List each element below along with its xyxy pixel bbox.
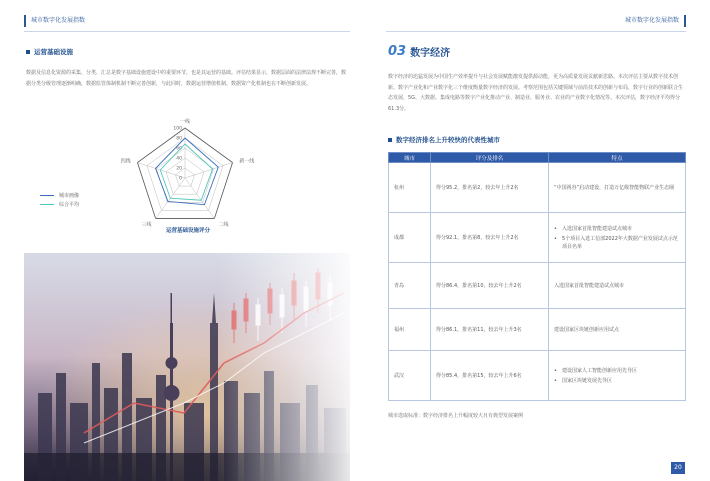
feature-item [554, 326, 680, 334]
table-row [389, 213, 686, 263]
legend-label: 城市画像 [59, 193, 80, 199]
table-note: 城市选取标准：数字经济排名上升幅度较大且有典型发展案例 [388, 413, 524, 419]
cell-city: 青岛 [389, 263, 431, 309]
radar-axis-label: 二线 [218, 222, 229, 229]
cell-features [549, 309, 686, 351]
right-sub-title-text: 数字经济排名上升较快的代表性城市 [396, 136, 500, 144]
radar-axis-label: 新一线 [239, 158, 255, 165]
radar-tick-label: 20 [176, 166, 182, 172]
legend-item-average [40, 200, 79, 209]
cell-features [549, 163, 686, 213]
city-table [388, 152, 686, 401]
legend-line-icon [40, 195, 54, 196]
radar-spoke [185, 163, 233, 178]
feature-text: 入选国家首批智能建造试点城市 [554, 282, 625, 289]
header-features: 特点 [549, 153, 686, 163]
radar-caption: 运营基础设施评分 [165, 228, 210, 234]
feature-item [554, 282, 680, 290]
radar-spoke [185, 178, 214, 218]
feature-text: 入选国家首批智能建造试点城市 [562, 225, 633, 232]
feature-item [554, 184, 680, 192]
cell-features [549, 263, 686, 309]
bullet-icon: • [554, 367, 557, 374]
section-title: 数字经济 [410, 48, 451, 59]
legend-item-city [40, 191, 79, 200]
radar-axis-label: 一线 [179, 119, 191, 125]
feature-text: “中国视谷”启动建设，打造万亿级智能物联产业生态圈 [554, 184, 675, 191]
bullet-icon: • [554, 377, 557, 384]
cell-features [549, 351, 686, 401]
header-divider-right [386, 31, 686, 32]
radar-axis-label: 三线 [141, 222, 152, 229]
header-city: 城市 [389, 153, 431, 163]
section-square-icon [388, 138, 392, 142]
header-score: 评分及排名 [431, 153, 549, 163]
radar-chart [100, 112, 270, 240]
radar-legend [40, 191, 79, 209]
cell-city: 武汉 [389, 351, 431, 401]
feature-text: 建设国家人工智能创新应用先导区 [562, 367, 638, 374]
right-section-heading [388, 44, 450, 59]
section-square-icon [26, 50, 30, 54]
feature-item [554, 367, 680, 375]
radar-grid [137, 128, 232, 218]
table-row [389, 351, 686, 401]
legend-label: 综合平均 [59, 202, 80, 208]
cell-score: 得分86.1，排名第11，较去年上升3名 [431, 309, 549, 351]
radar-tick-label: 80 [176, 136, 182, 142]
feature-text: 5个项目入选工信部2022年大数据产业发展试点示范项目名单 [562, 235, 678, 250]
cell-score: 得分92.1，排名第8，较去年上升2名 [431, 213, 549, 263]
header-left-title: 城市数字化发展指数 [24, 15, 85, 27]
right-paragraph: 数字经济的迅猛发展为中国生产效率提升与社会发展赋能激发提供源动能，更为高质量发展贡献新思路。本次评估主要从数字技术创新、数字产业化和产业数字化三个维度衡量数字经济的发展。考察范围包括关键领域与前沿技术的创新与布局，数字行业的创新联合生态发展，5G、大数据、集成电路等数字产业化推动产业、制造业、服务业、农业的产业数字化情况等。本次评估，数字经济平均得分61.3分。 [388, 74, 684, 112]
table-row [389, 163, 686, 213]
bullet-icon: • [554, 235, 557, 242]
left-section-title [26, 47, 73, 56]
feature-item [554, 235, 680, 251]
legend-line-icon [40, 204, 54, 205]
feature-text: 建设国家区块链创新应用试点 [554, 326, 620, 333]
radar-axis-label: 四线 [120, 158, 131, 165]
header-divider-left [24, 31, 350, 32]
cell-city: 成都 [389, 213, 431, 263]
page-number: 20 [671, 462, 685, 474]
radar-tick-label: 0 [179, 176, 182, 182]
city-skyline-image [24, 253, 350, 481]
radar-tick-label: 60 [176, 146, 182, 152]
header-right-title: 城市数字化发展指数 [625, 15, 686, 27]
right-sub-title [388, 135, 500, 144]
cell-city: 杭州 [389, 163, 431, 213]
cell-score: 得分95.2，排名第2，较去年上升2名 [431, 163, 549, 213]
radar-tick-label: 40 [176, 156, 182, 162]
feature-item [554, 377, 680, 385]
left-section-title-text: 运营基础设施 [34, 48, 73, 56]
cell-city: 福州 [389, 309, 431, 351]
left-paragraph: 数据及信息化资源的采集、分类、汇总是数字基础设施建设中的重要环节，也是其运营的基础。评估结果显示，数据层面的法律法规不断完善，数据分类分级管理逐渐明确，数据监管体制机制不断完善创新，与此同时，数据运营增值机制、数据资产化机制也在不断创新发展。 [26, 70, 347, 87]
table-row [389, 263, 686, 309]
feature-text: 国家区块链发展先导区 [562, 377, 613, 384]
bullet-icon: • [554, 225, 557, 232]
table-row [389, 309, 686, 351]
radar-tick-label: 100 [173, 126, 182, 132]
cell-score: 得分86.4，排名第10，较去年上升2名 [431, 263, 549, 309]
cell-score: 得分85.4，排名第15，较去年上升6名 [431, 351, 549, 401]
table-header-row [389, 153, 686, 163]
feature-item [554, 225, 680, 233]
cell-features [549, 213, 686, 263]
section-number: 03 [388, 44, 407, 59]
